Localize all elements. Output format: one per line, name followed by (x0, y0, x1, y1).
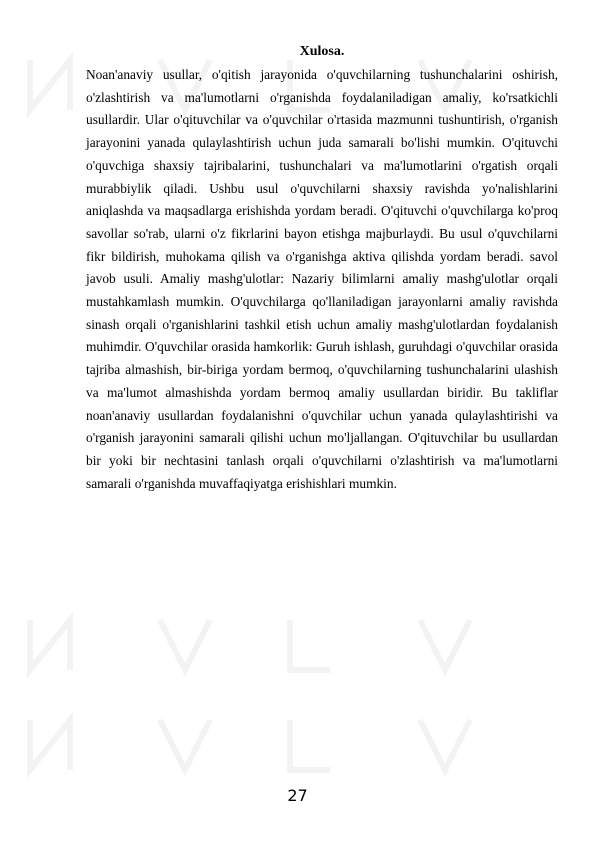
document-body (86, 42, 558, 495)
page-number: 27 (287, 786, 308, 805)
conclusion-paragraph: Noan'anaviy usullar, o'qitish jarayonida o'quvchilarning tushunchalarini oshirish, o'zlashtirish va ma'lumotlarni o'rganishda foydalaniladigan amaliy, ko'rsatkichli usullardir. Ular o'qituvchilar va o'quvchilar o'rtasida mazmunni tushuntirish, o'rganish jarayonini yanada qulaylashtirish uchun juda samarali bo'lishi mumkin. O'qituvchi o'quvchiga shaxsiy tajribalarini, tushunchalari va ma'lumotlarini o'rgatish orqali murabbiylik qiladi. Ushbu usul o'quvchilarni shaxsiy ravishda yo'nalishlarini aniqlashda va maqsadlarga erishishda yordam beradi. O'qituvchi o'quvchilarga ko'proq savollar so'rab, ularni o'z fikrlarini bayon etishga majburlaydi. Bu usul o'quvchilarni fikr bildirish, muhokama qilish va o'rganishga aktiva qilishda yordam beradi. savol javob usuli. Amaliy mashg'ulotlar: Nazariy bilimlarni amaliy mashg'ulotlar orqali mustahkamlash mumkin. O'quvchilarga qo'llaniladigan jarayonlarni amaliy ravishda sinash orqali o'rganishlarini tashkil etish uchun amaliy mashg'ulotlardan foydalanish muhimdir. O'quvchilar orasida hamkorlik: Guruh ishlash, guruhdagi o'quvchilar orasida tajriba almashish, bir-biriga yordam bermoq, o'quvchilarning tushunchalarini ulashish va ma'lumot almashishda yordam bermoq amaliy usullardan biridir. Bu takliflar noan'anaviy usullardan foydalanishni o'quvchilar uchun yanada qulaylashtirishi va o'rganish jarayonini samarali qilishi uchun mo'ljallangan. O'qituvchilar bu usullardan bir yoki bir nechtasini tanlash orqali o'quvchilarni o'zlashtirish va ma'lumotlarni samarali o'rganishda muvaffaqiyatga erishishlari mumkin. (86, 67, 558, 491)
page-title: Xulosa. (299, 44, 345, 59)
